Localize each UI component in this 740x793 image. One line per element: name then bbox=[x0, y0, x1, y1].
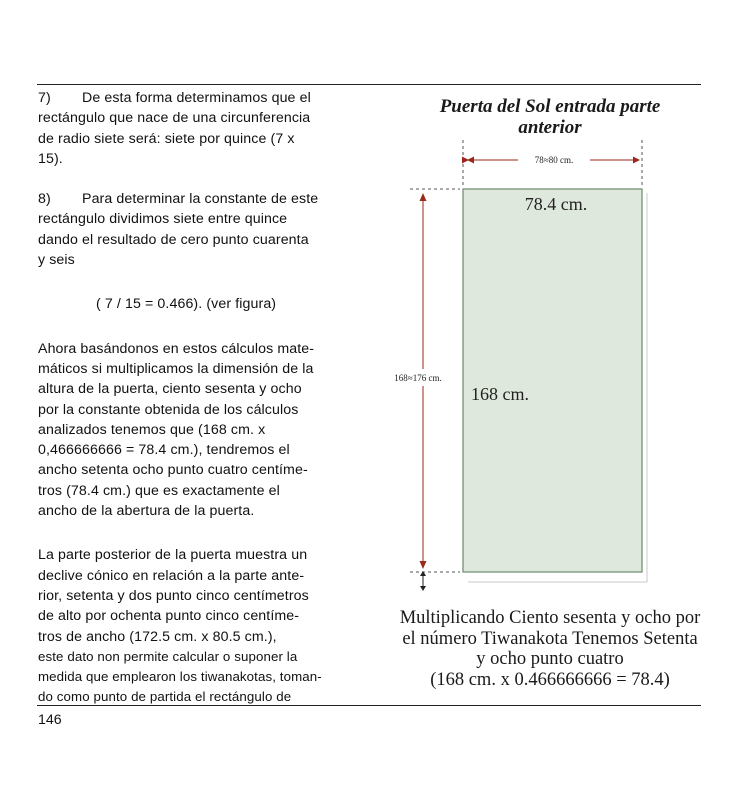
step-arrowhead-down bbox=[420, 586, 426, 591]
door-figure bbox=[380, 92, 720, 702]
paragraph-line: rectángulo dividimos siete entre quince bbox=[38, 211, 288, 228]
paragraph-line: 0,466666666 = 78.4 cm.), tendremos el bbox=[38, 442, 290, 459]
step-arrowhead-up bbox=[420, 571, 426, 576]
paragraph-line: de alto por ochenta punto cinco centíme- bbox=[38, 608, 300, 625]
width-dimension-label: 78≈80 cm. bbox=[534, 155, 574, 165]
paragraph-7 bbox=[38, 88, 360, 108]
figure-caption-line: Multiplicando Ciento sesenta y ocho por bbox=[399, 608, 701, 628]
paragraph-line: Para determinar la constante de este bbox=[82, 191, 319, 208]
paragraph-line: declive cónico en relación a la parte ante- bbox=[38, 567, 305, 584]
paragraph-line: de radio siete será: siete por quince (7 x bbox=[38, 130, 295, 147]
paragraph-number: 7) bbox=[38, 90, 51, 106]
height-arrowhead-top bbox=[420, 193, 427, 201]
paragraph-line: por la constante obtenida de los cálculos bbox=[38, 401, 299, 418]
height-arrowhead-bottom bbox=[420, 561, 427, 569]
equation-line: ( 7 / 15 = 0.466). (ver figura) bbox=[96, 296, 277, 313]
paragraph-line: y seis bbox=[38, 252, 75, 269]
width-arrowhead-left bbox=[467, 157, 474, 164]
paragraph-line: tros de ancho (172.5 cm. x 80.5 cm.), bbox=[38, 628, 277, 645]
paragraph-line: este dato non permite calcular o suponer la bbox=[38, 648, 298, 664]
paragraph-line: 15). bbox=[38, 150, 63, 167]
figure-caption bbox=[380, 608, 720, 690]
top-rule bbox=[37, 84, 701, 85]
bottom-rule bbox=[37, 705, 701, 706]
paragraph-number: 8) bbox=[38, 191, 51, 208]
paragraph-line: ancho setenta ocho punto cuatro centíme- bbox=[38, 462, 308, 479]
paragraph-line: altura de la puerta, ciento sesenta y ocho bbox=[38, 381, 302, 398]
figure-title-line: anterior bbox=[518, 117, 582, 138]
paragraph-8 bbox=[38, 189, 360, 209]
paragraph-line: La parte posterior de la puerta muestra un bbox=[38, 547, 308, 564]
height-dimension-label: 168≈176 cm. bbox=[394, 373, 442, 383]
door-rectangle bbox=[463, 189, 642, 572]
paragraph-line: rectángulo que nace de una circunferencia bbox=[38, 110, 311, 127]
paragraph-line: De esta forma determinamos que el bbox=[82, 90, 311, 106]
figure-caption-line: y ocho punto cuatro bbox=[476, 649, 624, 669]
body-text-column bbox=[38, 88, 360, 708]
figure-caption-line: (168 cm. x 0.466666666 = 78.4) bbox=[430, 669, 670, 690]
paragraph-line: ancho de la abertura de la puerta. bbox=[38, 503, 255, 520]
paragraph-line: Ahora basándonos en estos cálculos mate- bbox=[38, 340, 315, 357]
paragraph-line: tros (78.4 cm.) que es exactamente el bbox=[38, 482, 280, 499]
paragraph-line: medida que emplearon los tiwanakotas, toman- bbox=[38, 669, 322, 685]
inner-width-label: 78.4 cm. bbox=[524, 194, 588, 214]
figure-caption-line: el número Tiwanakota Tenemos Setenta bbox=[402, 628, 698, 649]
figure-title-line: Puerta del Sol entrada parte bbox=[439, 96, 661, 117]
inner-height-label: 168 cm. bbox=[471, 384, 529, 404]
paragraph-line: dando el resultado de cero punto cuarenta bbox=[38, 231, 309, 248]
paragraph-line: do como punto de partida el rectángulo de bbox=[38, 689, 292, 705]
paragraph-line: analizados tenemos que (168 cm. x bbox=[38, 421, 266, 438]
paragraph-line: máticos si multiplicamos la dimensión de la bbox=[38, 360, 314, 377]
paragraph-line: rior, setenta y dos punto cinco centímetros bbox=[38, 587, 309, 604]
page-number: 146 bbox=[38, 712, 62, 728]
